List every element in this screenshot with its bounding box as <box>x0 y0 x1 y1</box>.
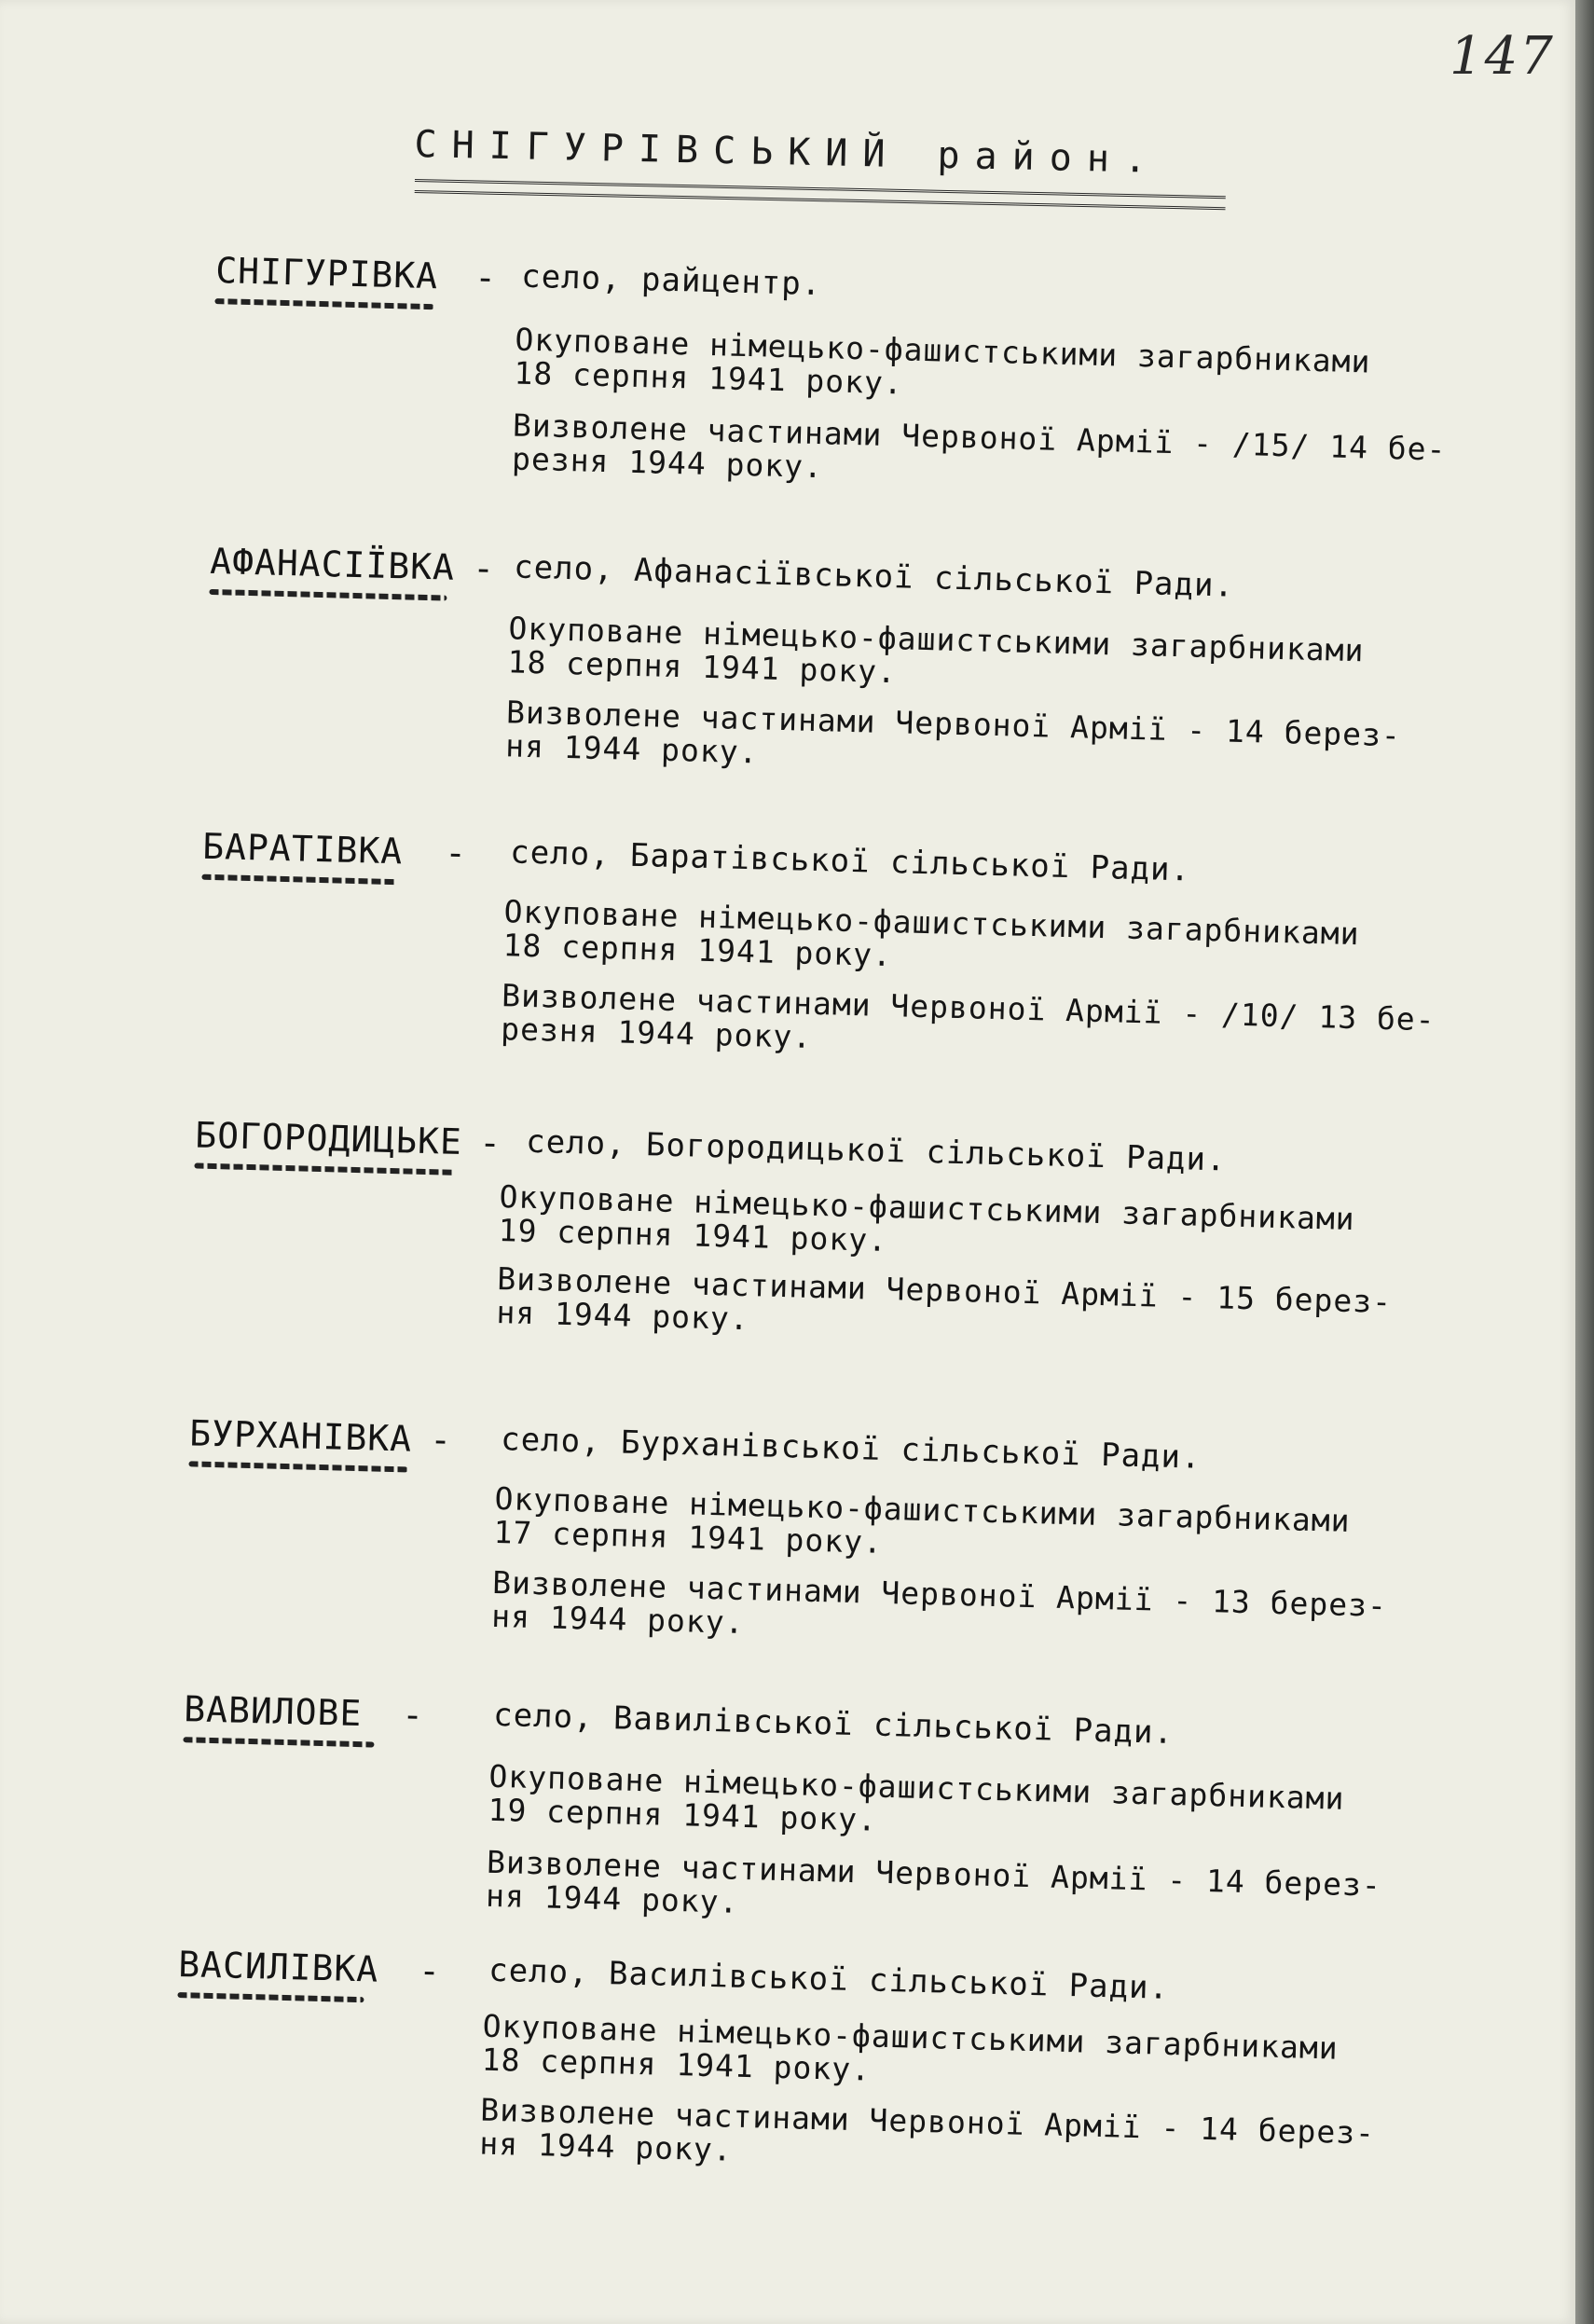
name-underline <box>188 1461 407 1472</box>
settlement-status: село, Василівської сільської Ради. <box>488 1951 1170 2007</box>
name-underline <box>177 1992 364 2002</box>
title-underline <box>415 179 1226 210</box>
settlement-name: АФАНАСІЇВКА <box>209 540 456 588</box>
occupation-text: Окуповане німецько-фашистськими загарбниками 18 серпня 1941 року. <box>514 321 1371 402</box>
settlement-status: село, Афанасіївської сільської Ради. <box>513 548 1235 605</box>
liberation-text: Визволене частинами Червоної Армії - 14 берез- ня 1944 року. <box>504 694 1402 771</box>
settlement-status: село, Вавилівської сільської Ради. <box>492 1696 1175 1752</box>
settlement-name: БОГОРОДИЦЬКЕ <box>194 1114 463 1162</box>
dash-separator: - <box>474 256 497 298</box>
liberation-text: Визволене частинами Червоної Армії - /10/ 13 бе- резня 1944 року. <box>500 977 1436 1055</box>
liberation-text: Визволене частинами Червоної Армії - 13 берез- ня 1944 року. <box>490 1563 1388 1641</box>
page-edge <box>1575 0 1594 2324</box>
settlement-status: село, Баратівської сільської Ради. <box>509 833 1191 889</box>
occupation-text: Окуповане німецько-фашистськими загарбниками 18 серпня 1941 року. <box>507 610 1365 691</box>
dash-separator: - <box>401 1694 424 1736</box>
dash-separator: - <box>444 832 467 874</box>
settlement-name: БАРАТІВКА <box>201 825 404 873</box>
dash-separator: - <box>418 1949 441 1992</box>
name-underline <box>209 589 447 601</box>
liberation-text: Визволене частинами Червоної Армії - 14 берез- ня 1944 року. <box>478 2091 1376 2168</box>
dash-separator: - <box>472 547 495 589</box>
name-underline <box>214 298 433 309</box>
settlement-name: ВАСИЛІВКА <box>177 1944 379 1990</box>
occupation-text: Окуповане німецько-фашистськими загарбниками 18 серпня 1941 року. <box>502 893 1361 974</box>
page-number: 147 <box>1450 26 1555 87</box>
settlement-name: БУРХАНІВКА <box>188 1412 413 1460</box>
occupation-text: Окуповане німецько-фашистськими загарбниками 19 серпня 1941 року. <box>488 1757 1345 1838</box>
settlement-status: село, Богородицької сільської Ради. <box>525 1122 1228 1179</box>
liberation-text: Визволене частинами Червоної Армії - 14 берез- ня 1944 року. <box>485 1843 1382 1920</box>
name-underline <box>194 1162 455 1175</box>
occupation-text: Окуповане німецько-фашистськими загарбниками 19 серпня 1941 року. <box>498 1178 1356 1258</box>
name-underline <box>183 1737 374 1747</box>
settlement-name: ВАВИЛОВЕ <box>183 1688 363 1735</box>
settlement-name: СНІГУРІВКА <box>214 250 439 297</box>
liberation-text: Визволене частинами Червоної Армії - /15/ 14 бе- резня 1944 року. <box>511 406 1447 486</box>
settlement-status: село, Бурханівської сільської Ради. <box>500 1421 1202 1477</box>
settlement-status: село, райцентр. <box>520 257 822 304</box>
occupation-text: Окуповане німецько-фашистськими загарбниками 17 серпня 1941 року. <box>493 1479 1352 1561</box>
page-title: СНІГУРІВСЬКИЙ район. <box>414 123 1162 182</box>
dash-separator: - <box>429 1419 452 1461</box>
occupation-text: Окуповане німецько-фашистськими загарбниками 18 серпня 1941 року. <box>481 2007 1340 2088</box>
name-underline <box>201 874 397 885</box>
dash-separator: - <box>478 1121 502 1164</box>
liberation-text: Визволене частинами Червоної Армії - 15 берез- ня 1944 року. <box>495 1260 1393 1338</box>
